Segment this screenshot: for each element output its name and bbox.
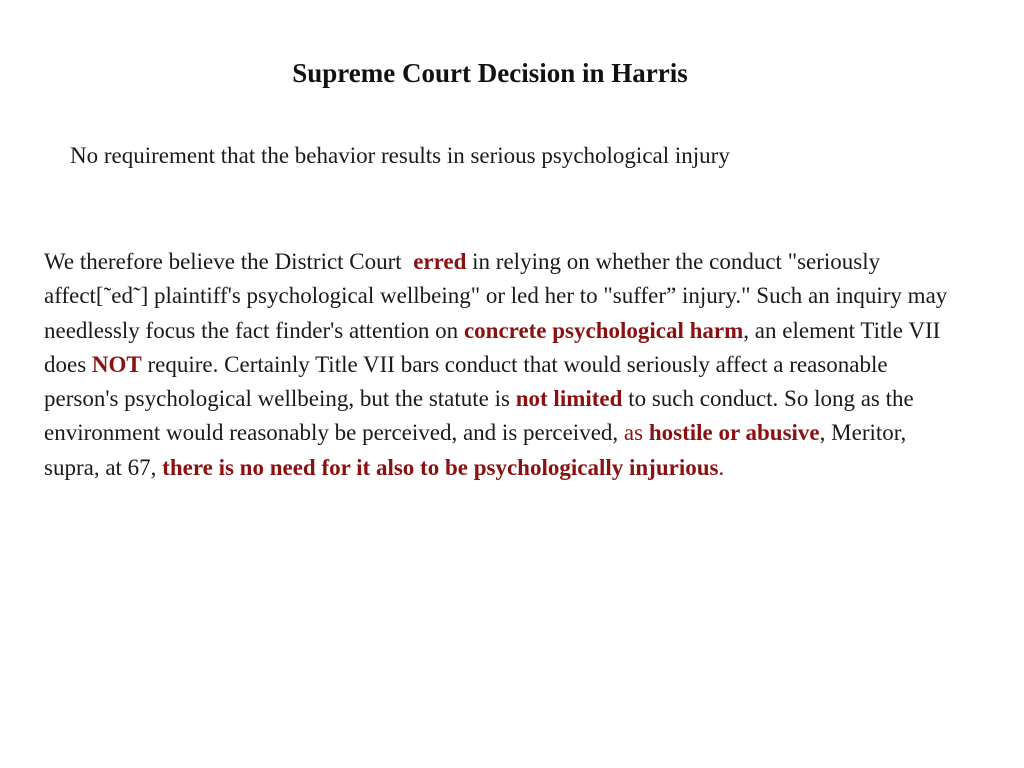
quote-text: , Meritor, supra, at 67,: [44, 420, 907, 480]
emphasis-erred: erred: [413, 249, 467, 274]
quote-text: We therefore believe the District Court: [44, 249, 414, 274]
highlight-as: as: [623, 420, 649, 446]
quote-text: require. Certainly Title VII bars conduct that would seriously affect a reasonable person's psychological wellbeing, but the statute is: [44, 351, 888, 412]
emphasis-not-limited: not limited: [515, 386, 623, 412]
emphasis-hostile-or-abusive: hostile or abusive: [648, 420, 820, 446]
quote-text: to such conduct. So long as the environment would reasonably be perceived, and is perceived,: [44, 386, 914, 446]
quote-final-period: .: [718, 454, 725, 480]
emphasis-not: NOT: [91, 351, 142, 377]
emphasis-no-need-injurious: there is no need for it also to be psychologically injurious: [162, 454, 719, 480]
quote-text: , an element Title VII does: [44, 317, 941, 377]
court-quote: [44, 245, 964, 485]
slide-title: Supreme Court Decision in Harris: [292, 58, 688, 88]
emphasis-concrete-psychological-harm: concrete psychological harm: [463, 317, 744, 343]
slide-subtitle: No requirement that the behavior results in serious psychological injury: [70, 143, 730, 168]
quote-text: in relying on whether the conduct "seriously affect[˜ed˜] plaintiff's psychological wellbeing" or led her to "suffer” injury." Such an inquiry may needlessly focus the fact finder's attention on: [44, 249, 948, 343]
